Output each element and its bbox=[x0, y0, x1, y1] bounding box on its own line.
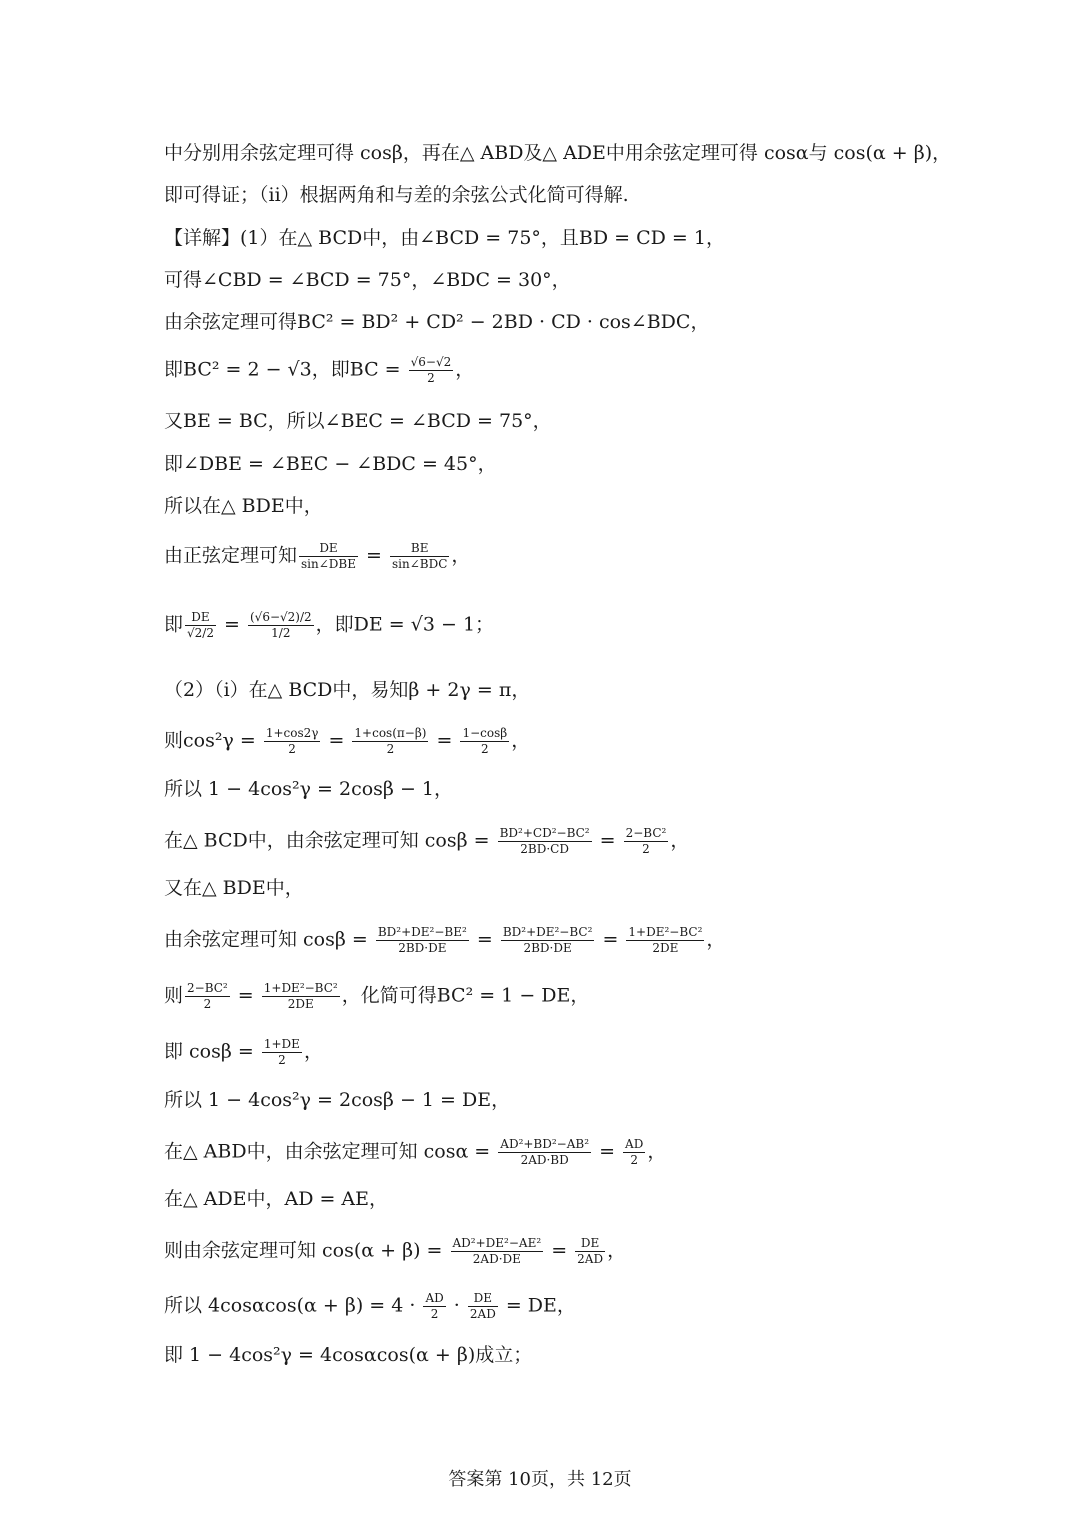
fraction: $\frac{\text{2−BC²}}{2}$ bbox=[625, 826, 667, 856]
fraction: $\frac{\text{AD²+BD²−AB²}}{2AD\cdot BD}$ bbox=[500, 1137, 590, 1167]
text-line: 由余弦定理可得BC² = BD² + CD² − 2BD · CD · cos∠BDC， bbox=[164, 311, 710, 333]
text-line: 【详解】(1）在△ BCD中，由∠BCD = 75°，且BD = CD = 1， bbox=[164, 227, 725, 249]
text-line: 则cos²γ = $\frac{1+\cos 2\gamma}{2}$ = $\frac{1+\cos(\pi-\beta)}{2}$ = $\frac{1-\cos\beta}{2}$ ， bbox=[164, 726, 531, 756]
text-line: 所以在△ BDE中， bbox=[164, 495, 323, 517]
text-line: 由余弦定理可知 cosβ = $\frac{\text{BD²+DE²−BE²}}{2BD\cdot DE}$ = $\frac{\text{BD²+DE²−BC²}}{2BD\cdot DE}$ = $\frac{\text{1+DE²−BC²}}{2DE}$ ， bbox=[164, 925, 726, 955]
text-line: 即 1 − 4cos²γ = 4cosαcos(α + β)成立； bbox=[164, 1344, 533, 1366]
text-line: 即 cosβ = $\frac{1+DE}{2}$ ， bbox=[164, 1037, 323, 1067]
fraction: $\frac{√6-√2}{2}$ bbox=[410, 355, 452, 385]
fraction: $\frac{DE}{√2/2}$ bbox=[187, 610, 214, 640]
text-line: 即 $\frac{DE}{√2/2}$ = $\frac{(√6-√2)/2}{1/2}$ ，即DE = √3 − 1； bbox=[164, 610, 495, 640]
page-footer: 答案第 10页，共 12页 bbox=[448, 1469, 632, 1490]
fraction: $\frac{1+DE}{2}$ bbox=[263, 1037, 300, 1067]
text-line: 则由余弦定理可知 cos(α + β) = $\frac{\text{AD²+DE²−AE²}}{2AD\cdot DE}$ = $\frac{DE}{2AD}$ ， bbox=[164, 1236, 627, 1266]
fraction: $\frac{\text{2−BC²}}{2}$ bbox=[187, 981, 228, 1011]
fraction: $\frac{1-\cos\beta}{2}$ bbox=[462, 726, 508, 756]
fraction: $\frac{DE}{\text{sin∠DBE}}$ bbox=[301, 541, 356, 571]
fraction: $\frac{AD}{2}$ bbox=[425, 1291, 444, 1321]
fraction: $\frac{DE}{2AD}$ bbox=[577, 1236, 604, 1266]
fraction: $\frac{\text{1+DE²−BC²}}{2DE}$ bbox=[263, 981, 338, 1011]
fraction: $\frac{1+\cos(\pi-\beta)}{2}$ bbox=[354, 726, 427, 756]
fraction: $\frac{\text{BD²+CD²−BC²}}{2BD\cdot CD}$ bbox=[499, 826, 590, 856]
fraction: $\frac{\text{BD²+DE²−BE²}}{2BD\cdot DE}$ bbox=[377, 925, 467, 955]
text-line: 又BE = BC，所以∠BEC = ∠BCD = 75°， bbox=[164, 410, 552, 432]
text-line: 在△ ADE中，AD = AE， bbox=[164, 1188, 389, 1210]
text-line: 又在△ BDE中， bbox=[164, 877, 304, 899]
text-line: 所以 1 − 4cos²γ = 2cosβ − 1 = DE， bbox=[164, 1089, 511, 1111]
text-line: 所以 4cosαcos(α + β) = 4 · $\frac{AD}{2}$ · $\frac{DE}{2AD}$ = DE， bbox=[164, 1291, 576, 1321]
text-line: 中分别用余弦定理可得 cosβ，再在△ ABD及△ ADE中用余弦定理可得 cosα与 cos(α + β)， bbox=[164, 142, 952, 164]
text-line: 所以 1 − 4cos²γ = 2cosβ − 1， bbox=[164, 778, 454, 800]
text-line: 由正弦定理可知 $\frac{DE}{\text{sin∠DBE}}$ = $\frac{BE}{\text{sin∠BDC}}$ ， bbox=[164, 541, 471, 571]
fraction: $\frac{\text{BD²+DE²−BC²}}{2BD\cdot DE}$ bbox=[502, 925, 593, 955]
text-line: （2）（i）在△ BCD中，易知β + 2γ = π， bbox=[164, 679, 531, 701]
fraction: $\frac{AD}{2}$ bbox=[625, 1137, 644, 1167]
fraction: $\frac{1+\cos 2\gamma}{2}$ bbox=[265, 726, 319, 756]
text-line: 即BC² = 2 − √3，即BC = $\frac{√6-√2}{2}$ ， bbox=[164, 355, 475, 385]
fraction: $\frac{\text{1+DE²−BC²}}{2DE}$ bbox=[628, 925, 703, 955]
text-line: 即∠DBE = ∠BEC − ∠BDC = 45°， bbox=[164, 453, 497, 475]
text-line: 在△ BCD中，由余弦定理可知 cosβ = $\frac{\text{BD²+CD²−BC²}}{2BD\cdot CD}$ = $\frac{\text{2−BC²}}{2}$ ， bbox=[164, 826, 690, 856]
fraction: $\frac{\text{AD²+DE²−AE²}}{2AD\cdot DE}$ bbox=[452, 1236, 542, 1266]
text-line: 即可得证；（ii）根据两角和与差的余弦公式化简可得解. bbox=[164, 184, 629, 206]
text: 即BC² = 2 − √3，即BC = bbox=[164, 358, 407, 381]
fraction: $\frac{(√6-√2)/2}{1/2}$ bbox=[249, 610, 312, 640]
text-line: 在△ ABD中，由余弦定理可知 cosα = $\frac{\text{AD²+BD²−AB²}}{2AD\cdot BD}$ = $\frac{AD}{2}$ ， bbox=[164, 1137, 667, 1167]
text-line: 则 $\frac{\text{2−BC²}}{2}$ = $\frac{\text{1+DE²−BC²}}{2DE}$ ，化简可得BC² = 1 − DE， bbox=[164, 981, 590, 1011]
text-line: 可得∠CBD = ∠BCD = 75°，∠BDC = 30°， bbox=[164, 269, 571, 291]
fraction: $\frac{DE}{2AD}$ bbox=[469, 1291, 496, 1321]
fraction: $\frac{BE}{\text{sin∠BDC}}$ bbox=[392, 541, 448, 571]
